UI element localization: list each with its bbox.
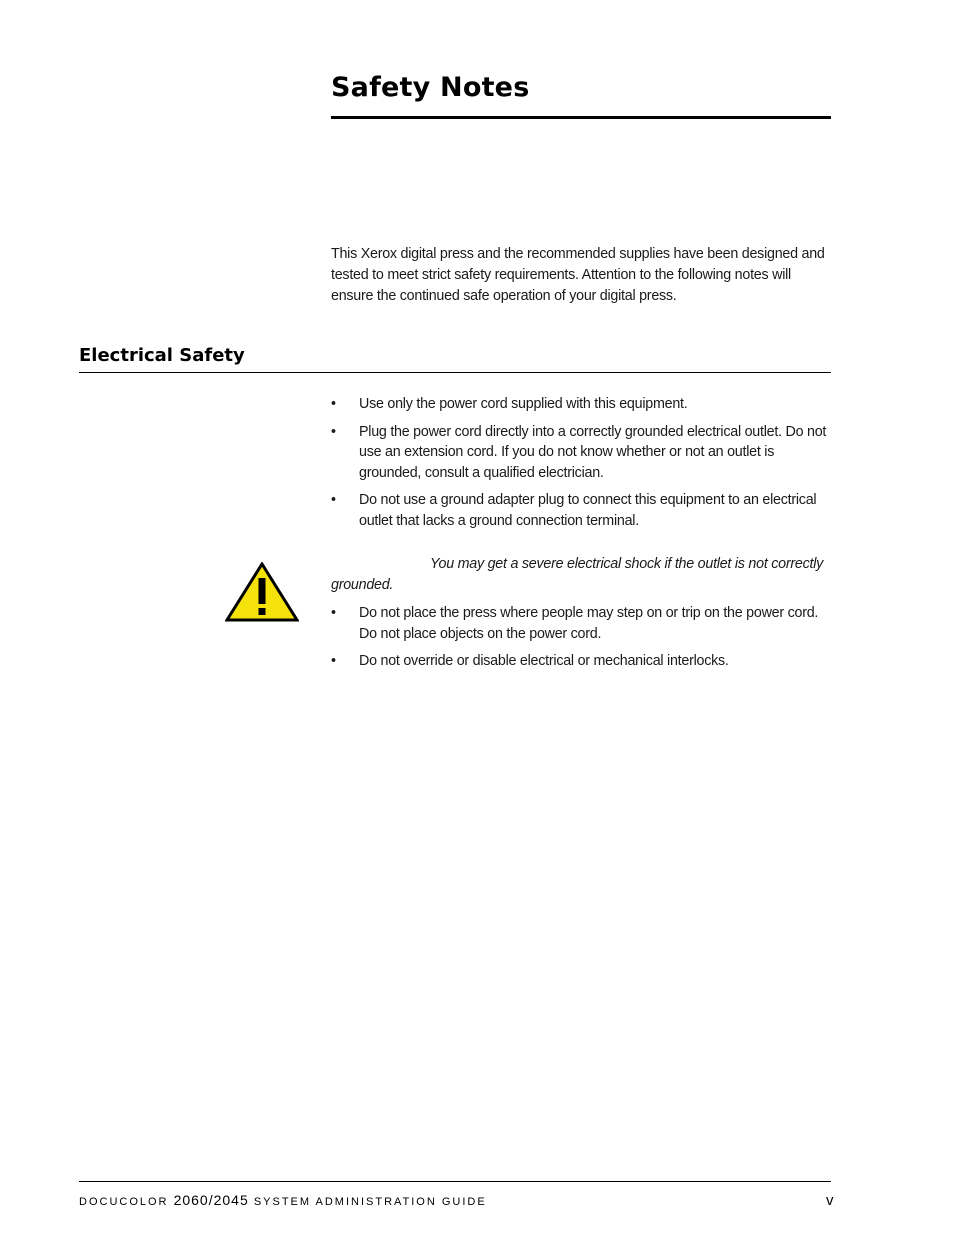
- bullet-mark: •: [331, 423, 336, 440]
- list-item-text: Do not place the press where people may step on or trip on the power cord. Do not place objects on the power cord.: [359, 605, 819, 642]
- list-item: [331, 490, 831, 531]
- bullet-list-before-warning: [331, 394, 831, 538]
- list-item: [331, 651, 831, 672]
- warning-triangle-icon: [225, 562, 299, 622]
- bullet-mark: •: [331, 492, 336, 508]
- footer-guide: SYSTEM ADMINISTRATION GUIDE: [253, 1196, 487, 1208]
- bullet-mark: •: [331, 396, 336, 412]
- footer-model: 2060/2045: [173, 1192, 249, 1208]
- list-item: [331, 422, 831, 484]
- list-item-text: Use only the power cord supplied with this equipment.: [359, 396, 688, 412]
- bullet-mark: •: [331, 605, 336, 621]
- page-number: v: [826, 1192, 834, 1209]
- footer-title: [79, 1192, 487, 1208]
- intro-paragraph: This Xerox digital press and the recommended supplies have been designed and tested to meet strict safety requirements. Attention to the following notes will ensure the continued safe operation of your digital press.: [331, 246, 825, 304]
- list-item: [331, 603, 831, 644]
- page-title: Safety Notes: [331, 72, 530, 103]
- exclamation-dot: [259, 608, 266, 615]
- section-heading: Electrical Safety: [79, 345, 245, 366]
- list-item: [331, 394, 831, 415]
- warning-text: You may get a severe electrical shock if the outlet is not correctly grounded.: [331, 556, 824, 593]
- section-rule: [79, 372, 831, 373]
- footer-rule: [79, 1181, 831, 1182]
- title-rule: [331, 116, 831, 119]
- list-item-text: Plug the power cord directly into a correctly grounded electrical outlet. Do not use an extension cord. If you do not know whether or not an outlet is grounded, consult a qualified electrician.: [359, 423, 827, 481]
- bullet-list-after-warning: [331, 603, 831, 679]
- bullet-mark: •: [331, 653, 336, 669]
- exclamation-bar: [259, 578, 266, 604]
- list-item-text: Do not use a ground adapter plug to connect this equipment to an electrical outlet that lacks a ground connection terminal.: [359, 492, 817, 529]
- footer-brand: DOCUCOLOR: [79, 1196, 169, 1208]
- list-item-text: Do not override or disable electrical or mechanical interlocks.: [359, 653, 729, 669]
